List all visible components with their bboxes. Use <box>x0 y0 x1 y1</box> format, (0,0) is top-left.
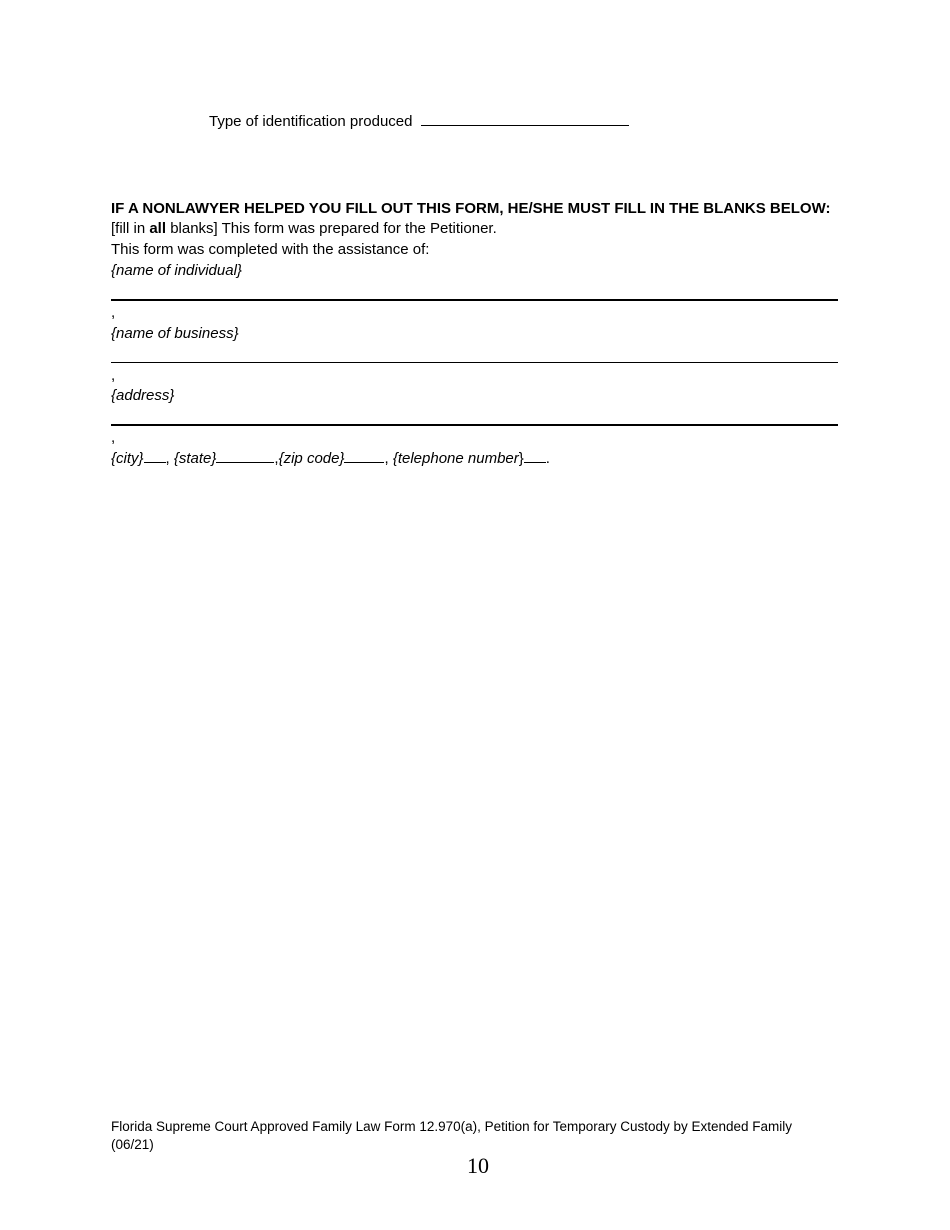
period: . <box>545 450 550 467</box>
zip-code-blank[interactable] <box>344 449 384 463</box>
nonlawyer-instruction <box>111 219 497 239</box>
id-type-row <box>209 112 629 132</box>
telephone-label: {telephone number <box>392 450 519 467</box>
city-label: {city} <box>111 450 144 467</box>
instruction-suffix: blanks] This form was prepared for the Petitioner. <box>166 220 497 237</box>
individual-name-line[interactable] <box>111 299 838 301</box>
assistance-line: This form was completed with the assistance of: <box>111 241 430 258</box>
comma-3: , <box>111 429 116 446</box>
telephone-blank[interactable] <box>524 449 546 463</box>
address-label: {address} <box>111 387 175 404</box>
nonlawyer-heading: IF A NONLAWYER HELPED YOU FILL OUT THIS FORM, HE/SHE MUST FILL IN THE BLANKS BELOW: <box>111 200 831 217</box>
state-label: {state} <box>173 450 217 467</box>
id-type-label: Type of identification produced <box>209 113 413 130</box>
footer-form-title <box>111 1118 851 1154</box>
instruction-bold: all <box>149 220 167 237</box>
zip-code-label: {zip code} <box>278 450 345 467</box>
telephone-brace: } <box>518 450 524 467</box>
footer-line-2: (06/21) <box>111 1137 154 1152</box>
name-of-individual-label: {name of individual} <box>111 262 242 279</box>
comma-1: , <box>111 304 116 321</box>
name-of-business-label: {name of business} <box>111 325 239 342</box>
city-blank[interactable] <box>144 449 166 463</box>
sep-3: , <box>384 450 393 467</box>
city-state-zip-phone-row <box>111 449 550 469</box>
business-name-line[interactable] <box>111 362 838 363</box>
state-blank[interactable] <box>216 449 274 463</box>
sep-2: , <box>274 450 279 467</box>
instruction-prefix: [fill in <box>111 220 150 237</box>
address-line[interactable] <box>111 424 838 426</box>
comma-2: , <box>111 367 116 384</box>
footer-line-1: Florida Supreme Court Approved Family Law Form 12.970(a), Petition for Temporary Custody by Extended Family <box>111 1119 793 1134</box>
page-number: 10 <box>467 1153 489 1178</box>
id-type-blank[interactable] <box>421 112 629 126</box>
sep-1: , <box>165 450 174 467</box>
